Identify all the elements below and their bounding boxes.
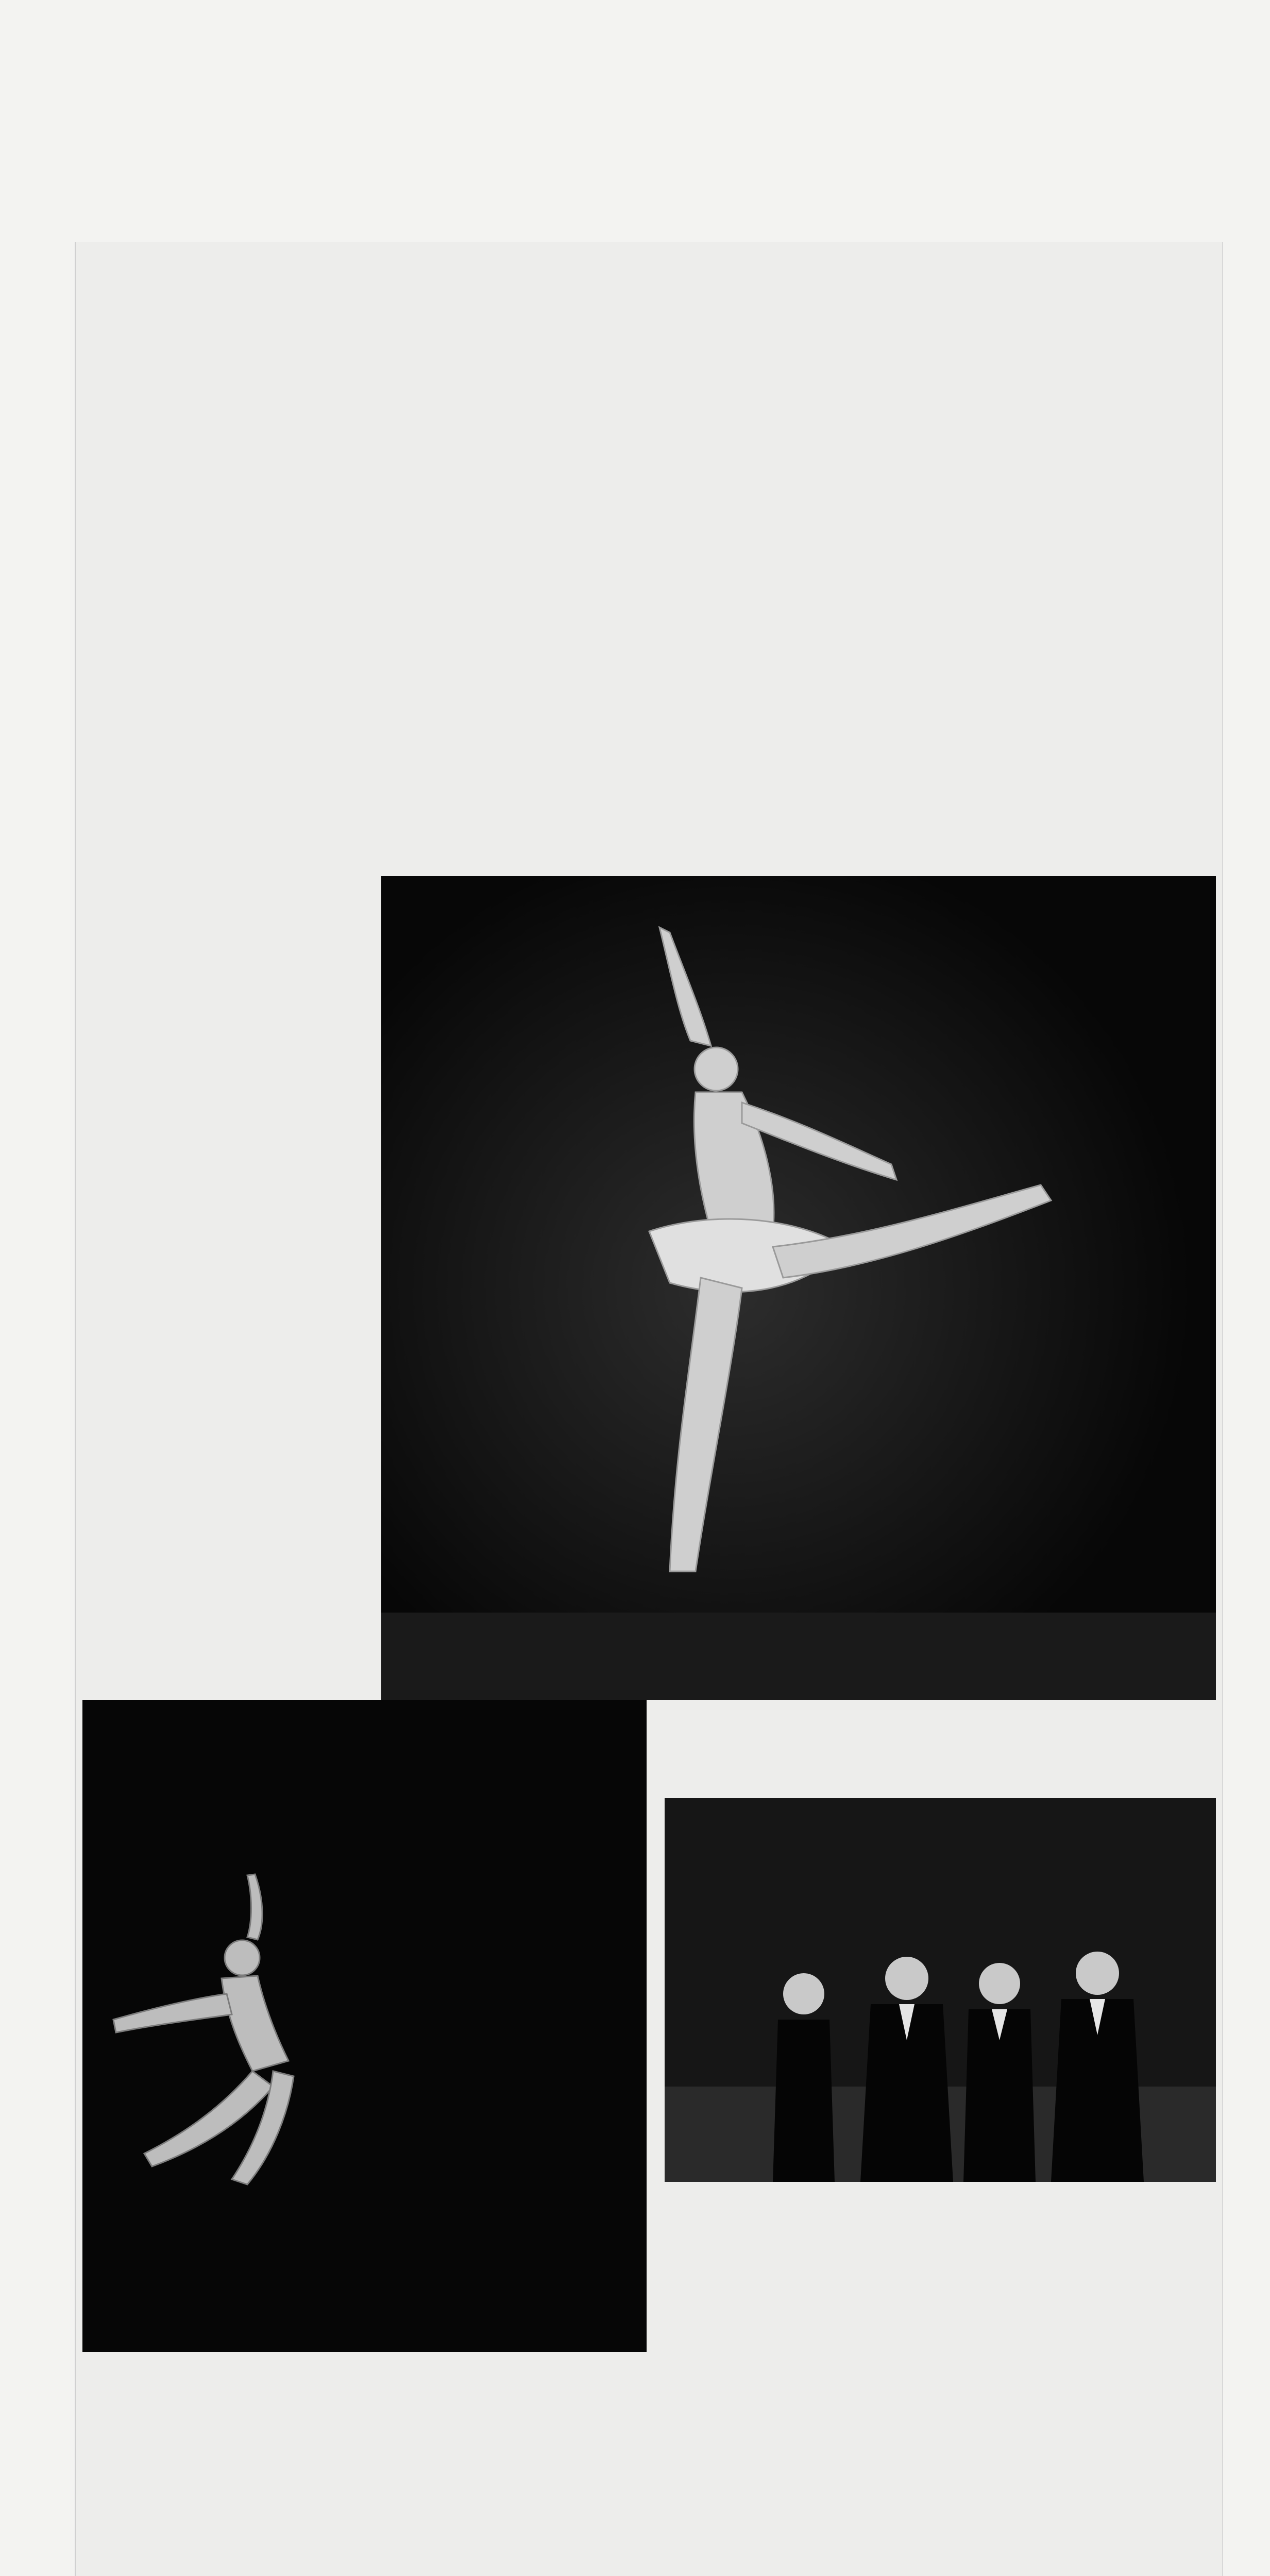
poster-coordination: [82, 2295, 647, 2296]
group-figures: [665, 1798, 1216, 2182]
dancer-figure: [98, 1865, 386, 2195]
poster-footer: [82, 2295, 647, 2352]
photo-group: [665, 1798, 1216, 2182]
photo-ballerina: [381, 876, 1216, 1700]
gala-poster: [82, 1700, 647, 2295]
ballerina-figure: [381, 876, 1216, 1700]
